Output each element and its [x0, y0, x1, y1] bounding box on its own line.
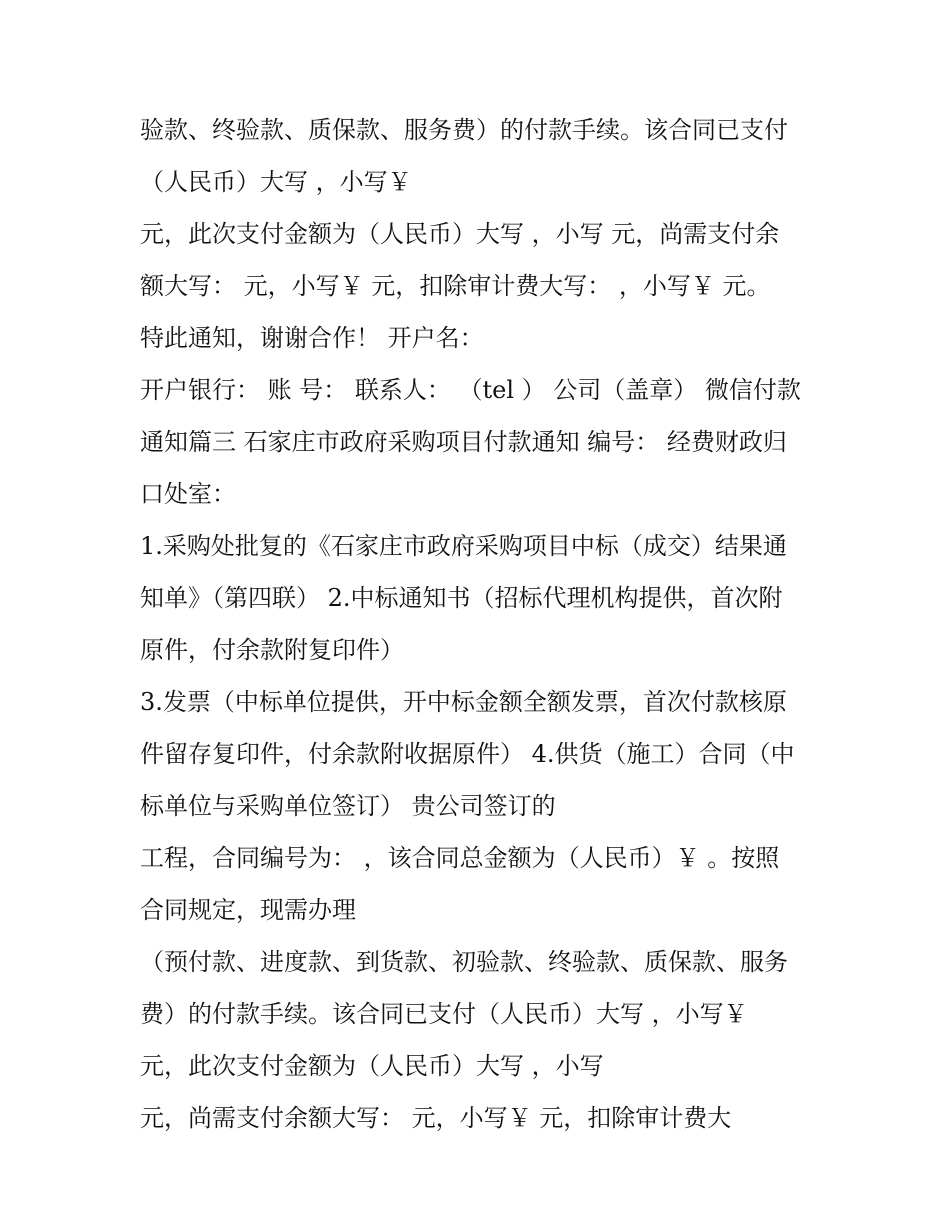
- text-line: 开户银行： 账 号： 联系人： （tel ） 公司（盖章） 微信付款: [140, 376, 801, 404]
- document-body: [140, 104, 840, 1144]
- text-line: 特此通知，谢谢合作！ 开户名：: [140, 324, 484, 352]
- text-line: 验款、终验款、质保款、服务费）的付款手续。该合同已支付: [140, 116, 788, 144]
- text-line: 标单位与采购单位签订） 贵公司签订的: [140, 792, 556, 820]
- text-line: 合同规定，现需办理: [140, 896, 356, 924]
- text-line: （预付款、进度款、到货款、初验款、终验款、质保款、服务: [140, 948, 788, 976]
- text-line: 费）的付款手续。该合同已支付（人民币）大写 ，小写￥: [140, 1000, 748, 1028]
- text-line: 元，尚需支付余额大写： 元，小写￥ 元，扣除审计费大: [140, 1104, 732, 1132]
- text-line: 3.发票（中标单位提供，开中标金额全额发票，首次付款核原: [140, 688, 787, 716]
- text-line: 件留存复印件，付余款附收据原件） 4.供货（施工）合同（中: [140, 740, 795, 768]
- text-line: 口处室：: [140, 480, 236, 508]
- text-line: 元，此次支付金额为（人民币）大写 ，小写: [140, 1052, 604, 1080]
- text-line: 1.采购处批复的《石家庄市政府采购项目中标（成交）结果通: [140, 532, 787, 560]
- text-line: 通知篇三 石家庄市政府采购项目付款通知 编号： 经费财政归: [140, 428, 787, 456]
- text-line: 元，此次支付金额为（人民币）大写 ，小写 元，尚需支付余: [140, 220, 780, 248]
- text-line: 原件，付余款附复印件）: [140, 636, 404, 664]
- text-line: （人民币）大写 ，小写￥: [140, 168, 412, 196]
- text-line: 额大写： 元，小写￥ 元，扣除审计费大写： ，小写￥ 元。: [140, 272, 771, 300]
- text-line: 知单》（第四联） 2.中标通知书（招标代理机构提供，首次附: [140, 584, 783, 612]
- text-line: 工程，合同编号为： ，该合同总金额为（人民币）￥ 。按照: [140, 844, 780, 872]
